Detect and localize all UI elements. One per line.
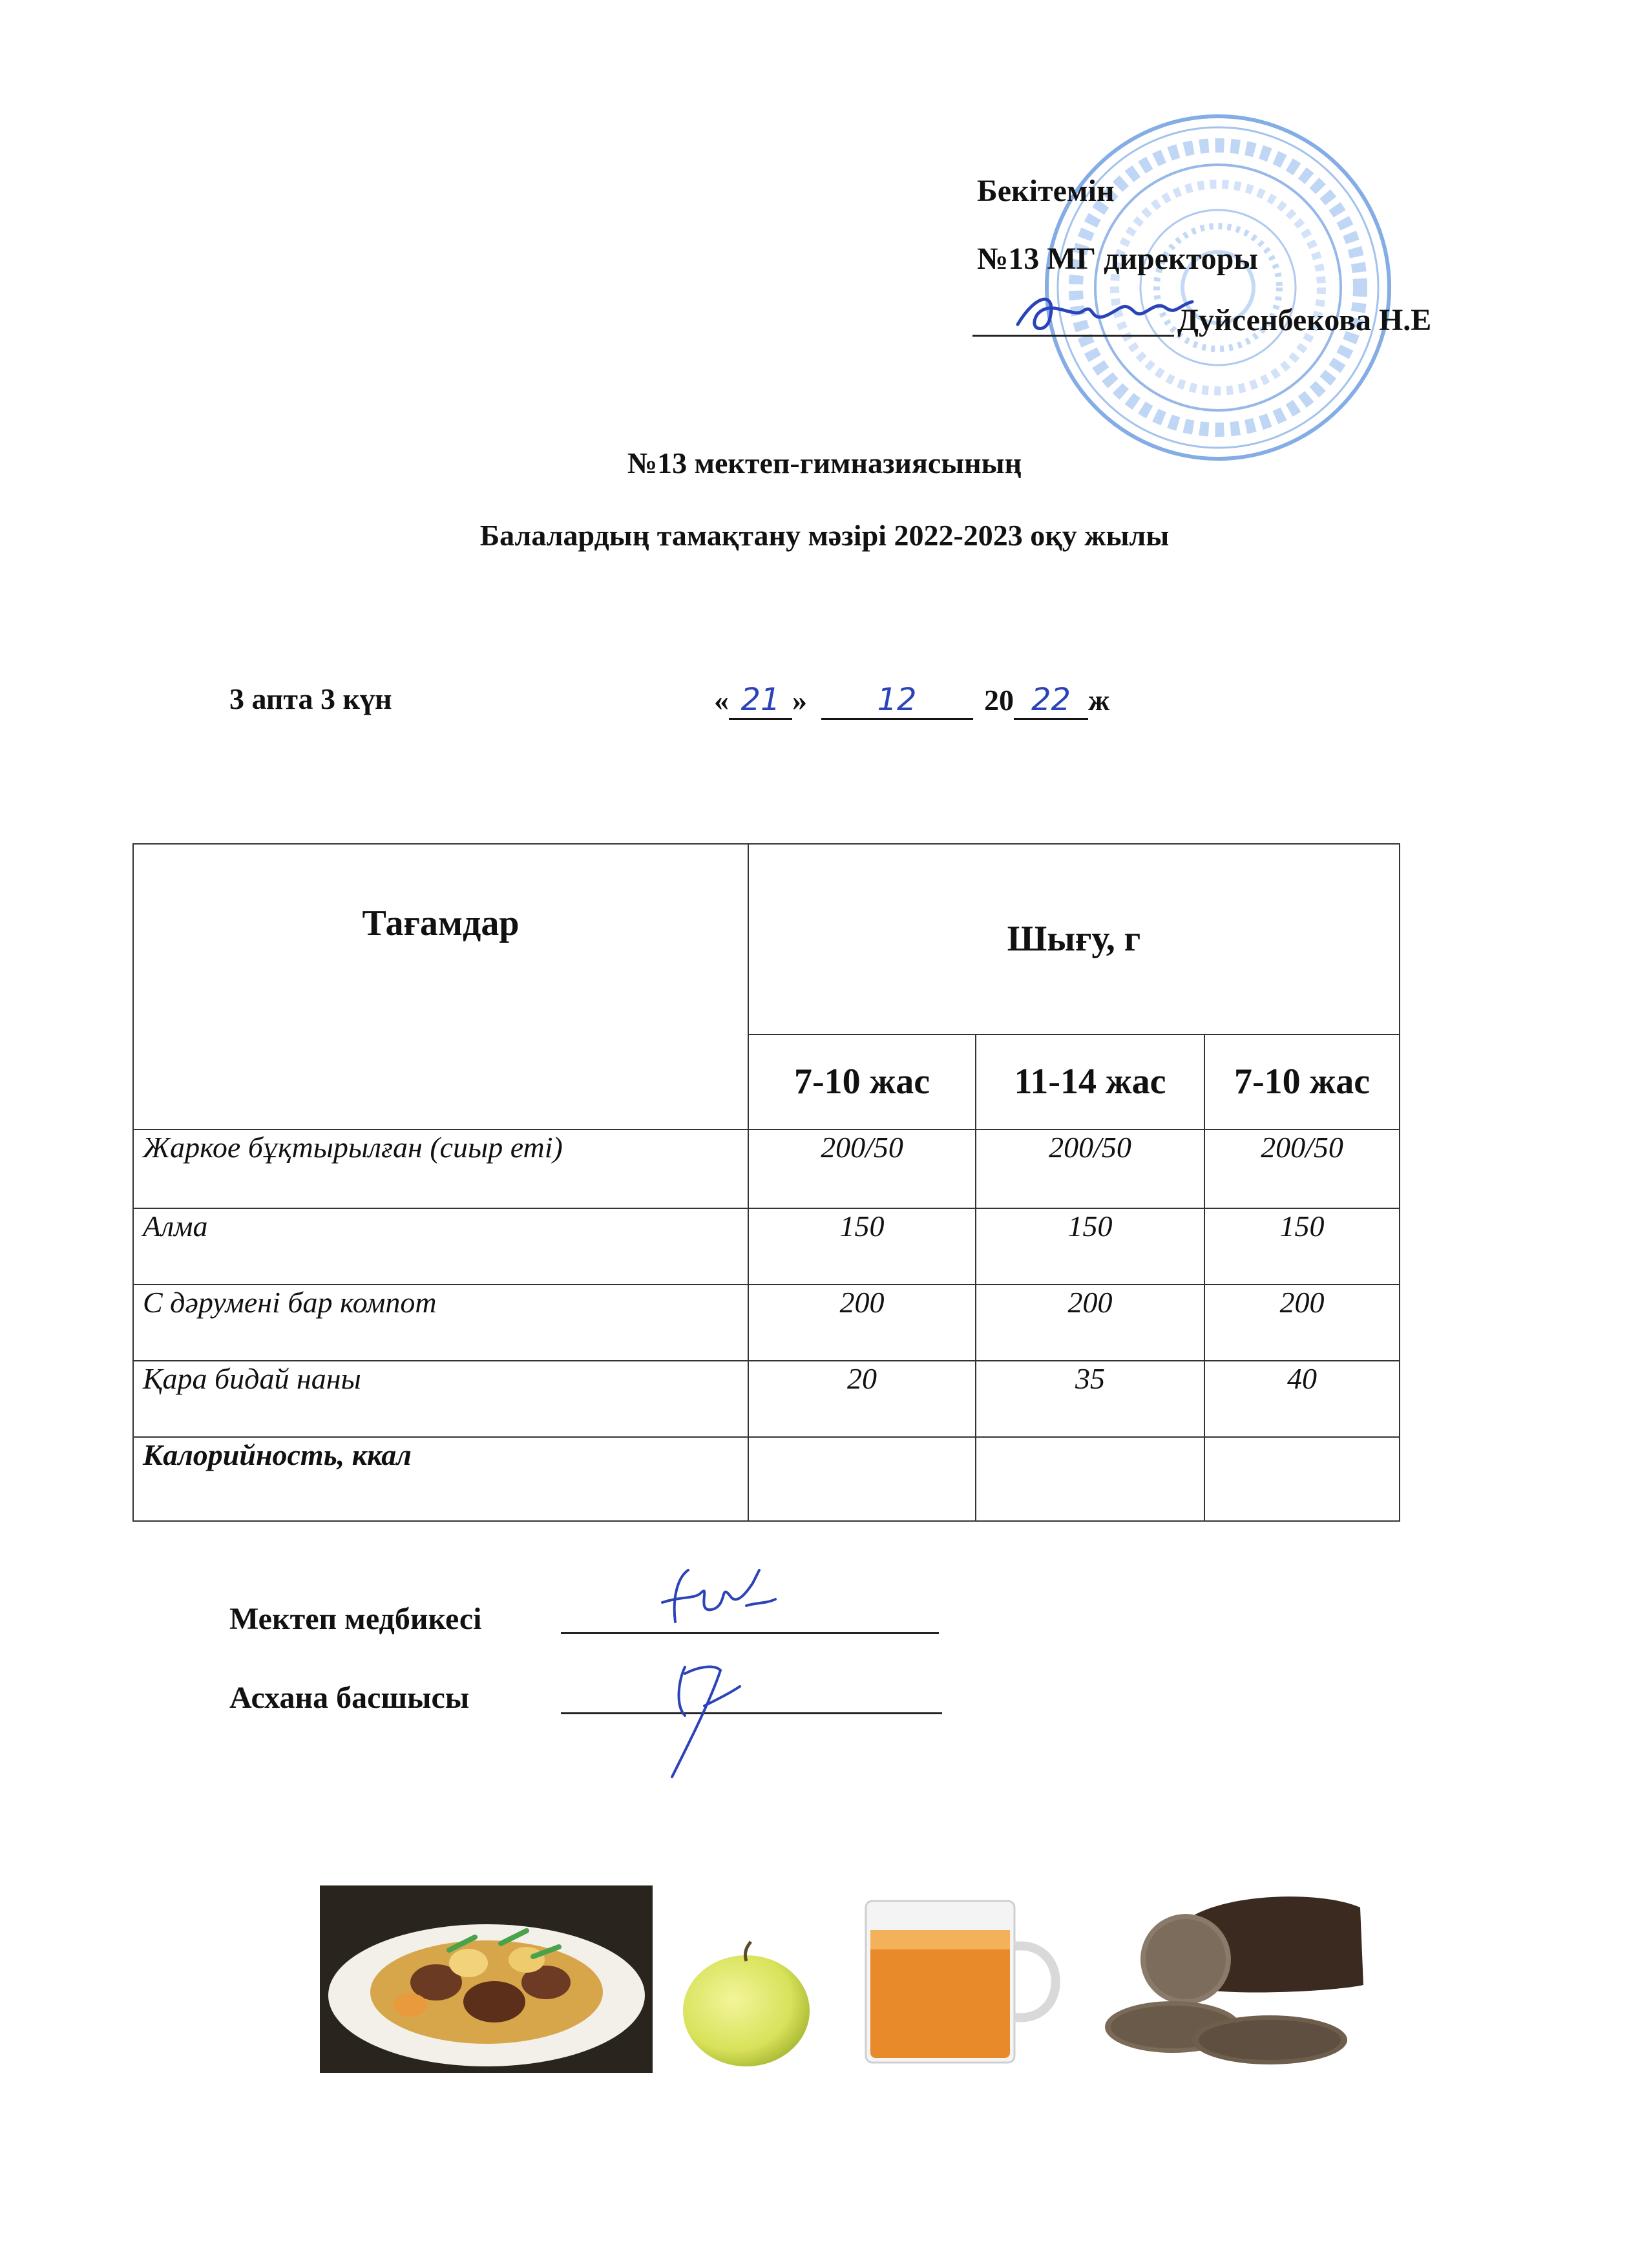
calorie-row: [133, 1437, 1400, 1521]
dish-value: 200/50: [748, 1129, 976, 1208]
dish-name: Алма: [133, 1208, 748, 1285]
date-century: 20: [984, 684, 1014, 717]
dish-value: 200: [1204, 1285, 1400, 1361]
dish-name: С дәрумені бар компот: [133, 1285, 748, 1361]
date-close-quote: »: [792, 684, 807, 717]
apple-picture: [678, 1938, 814, 2068]
dish-name: Қара бидай наны: [133, 1361, 748, 1437]
week-day: 3 апта 3 күн: [229, 682, 392, 715]
col-header-food: Тағамдар: [133, 844, 748, 1129]
stew-picture: [320, 1885, 653, 2073]
age-group-1: 7-10 жас: [748, 1034, 976, 1129]
table-row: [133, 1129, 1400, 1208]
date-day: 21: [740, 682, 781, 718]
age-group-3: 7-10 жас: [1204, 1034, 1400, 1129]
director-name: Дуйсенбекова Н.Е: [1177, 303, 1432, 337]
col-header-output: Шығу, г: [748, 844, 1400, 1034]
dish-value: 20: [748, 1361, 976, 1437]
date-line: [714, 682, 1109, 720]
dish-value: 200: [976, 1285, 1204, 1361]
calorie-value-empty: [1204, 1437, 1400, 1521]
dish-value: 35: [976, 1361, 1204, 1437]
menu-title: Балалардың тамақтану мәзірі 2022-2023 оқу жылы: [479, 519, 1170, 552]
nurse-label: Мектеп медбикесі: [229, 1602, 482, 1636]
canteen-head-signature: [659, 1654, 756, 1783]
table-header-row: [133, 844, 1400, 1034]
calorie-value-empty: [748, 1437, 976, 1521]
dish-value: 200/50: [1204, 1129, 1400, 1208]
date-year: 22: [1031, 682, 1071, 718]
date-month: 12: [877, 682, 917, 718]
nurse-signature: [649, 1557, 779, 1635]
dish-value: 150: [748, 1208, 976, 1285]
director-signature: [1011, 279, 1199, 350]
age-group-2: 11-14 жас: [976, 1034, 1204, 1129]
compote-cup-picture: [856, 1895, 1076, 2069]
dish-value: 200: [748, 1285, 976, 1361]
calorie-label: Калорийность, ккал: [133, 1437, 748, 1521]
approval-line-1: Бекітемін: [977, 174, 1115, 208]
dish-value: 150: [976, 1208, 1204, 1285]
dish-name: Жаркое бұқтырылған (сиыр еті): [133, 1129, 748, 1208]
canteen-head-label: Асхана басшысы: [229, 1681, 470, 1715]
rye-bread-picture: [1102, 1888, 1370, 2069]
dish-value: 200/50: [976, 1129, 1204, 1208]
table-row: [133, 1208, 1400, 1285]
school-name: №13 мектеп-гимназиясының: [627, 446, 1022, 479]
date-suffix: ж: [1088, 684, 1110, 717]
approval-line-2: №13 МГ директоры: [977, 242, 1258, 276]
date-open-quote: «: [714, 684, 729, 717]
calorie-value-empty: [976, 1437, 1204, 1521]
menu-table: [132, 843, 1400, 1522]
table-row: [133, 1285, 1400, 1361]
dish-value: 40: [1204, 1361, 1400, 1437]
table-row: [133, 1361, 1400, 1437]
dish-value: 150: [1204, 1208, 1400, 1285]
